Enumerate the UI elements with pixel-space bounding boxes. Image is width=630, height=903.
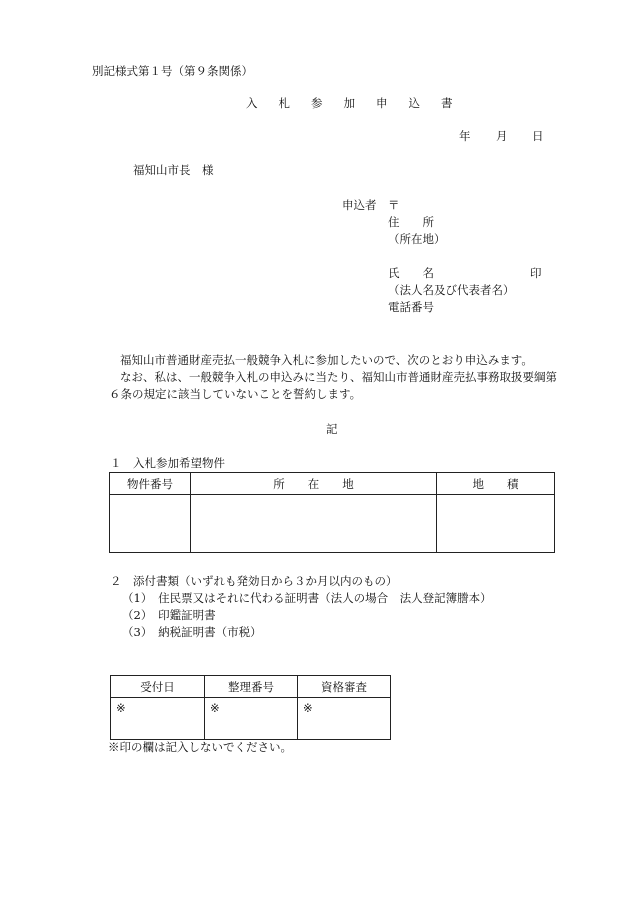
header-qualification-review: 資格審査: [298, 676, 391, 698]
applicant-label: 申込者: [342, 198, 377, 212]
property-table: [109, 472, 555, 553]
mark-receipt-date: ※: [111, 698, 205, 740]
header-property-number: 物件番号: [110, 473, 191, 495]
section2-heading: ２ 添付書類（いずれも発効日から３か月以内のもの）: [110, 574, 398, 588]
attachment-item-3: （3） 納税証明書（市税）: [122, 625, 262, 639]
document-title: 入札参加申込書: [246, 96, 474, 110]
body-line-1: 福知山市普通財産売払一般競争入札に参加したいので、次のとおり申込みます。: [120, 353, 533, 367]
mark-qualification-review: ※: [298, 698, 391, 740]
cell-property-number[interactable]: [110, 495, 191, 553]
body-line-3: ６条の規定に該当していないことを誓約します。: [109, 387, 362, 401]
seal-mark: 印: [530, 266, 542, 280]
section1-heading: １ 入札参加希望物件: [110, 456, 225, 470]
attachment-item-2: （2） 印鑑証明書: [122, 608, 216, 622]
mark-reference-number: ※: [205, 698, 298, 740]
date-year: 年: [459, 129, 471, 143]
ki-label: 記: [326, 422, 338, 436]
header-reference-number: 整理番号: [205, 676, 298, 698]
date-month: 月: [496, 129, 508, 143]
name-note: （法人名及び代表者名）: [388, 283, 515, 297]
cell-area[interactable]: [437, 495, 555, 553]
header-location: 所 在 地: [191, 473, 437, 495]
attachment-item-1: （1） 住民票又はそれに代わる証明書（法人の場合 法人登記簿謄本）: [122, 591, 492, 605]
body-line-2: なお、私は、一般競争入札の申込みに当たり、福知山市普通財産売払事務取扱要綱第: [120, 370, 557, 384]
header-area: 地 積: [437, 473, 555, 495]
address-note: （所在地）: [388, 232, 446, 246]
address-label: 住 所: [388, 215, 434, 229]
name-label: 氏 名: [388, 266, 434, 280]
phone-label: 電話番号: [388, 300, 434, 314]
date-day: 日: [532, 129, 544, 143]
postal-mark: 〒: [388, 198, 400, 212]
form-label: 別記様式第１号（第９条関係）: [92, 64, 253, 78]
office-use-table: [110, 675, 391, 740]
addressee: 福知山市長 様: [133, 163, 214, 177]
cell-location[interactable]: [191, 495, 437, 553]
header-receipt-date: 受付日: [111, 676, 205, 698]
footnote: ※印の欄は記入しないでください。: [108, 740, 292, 754]
